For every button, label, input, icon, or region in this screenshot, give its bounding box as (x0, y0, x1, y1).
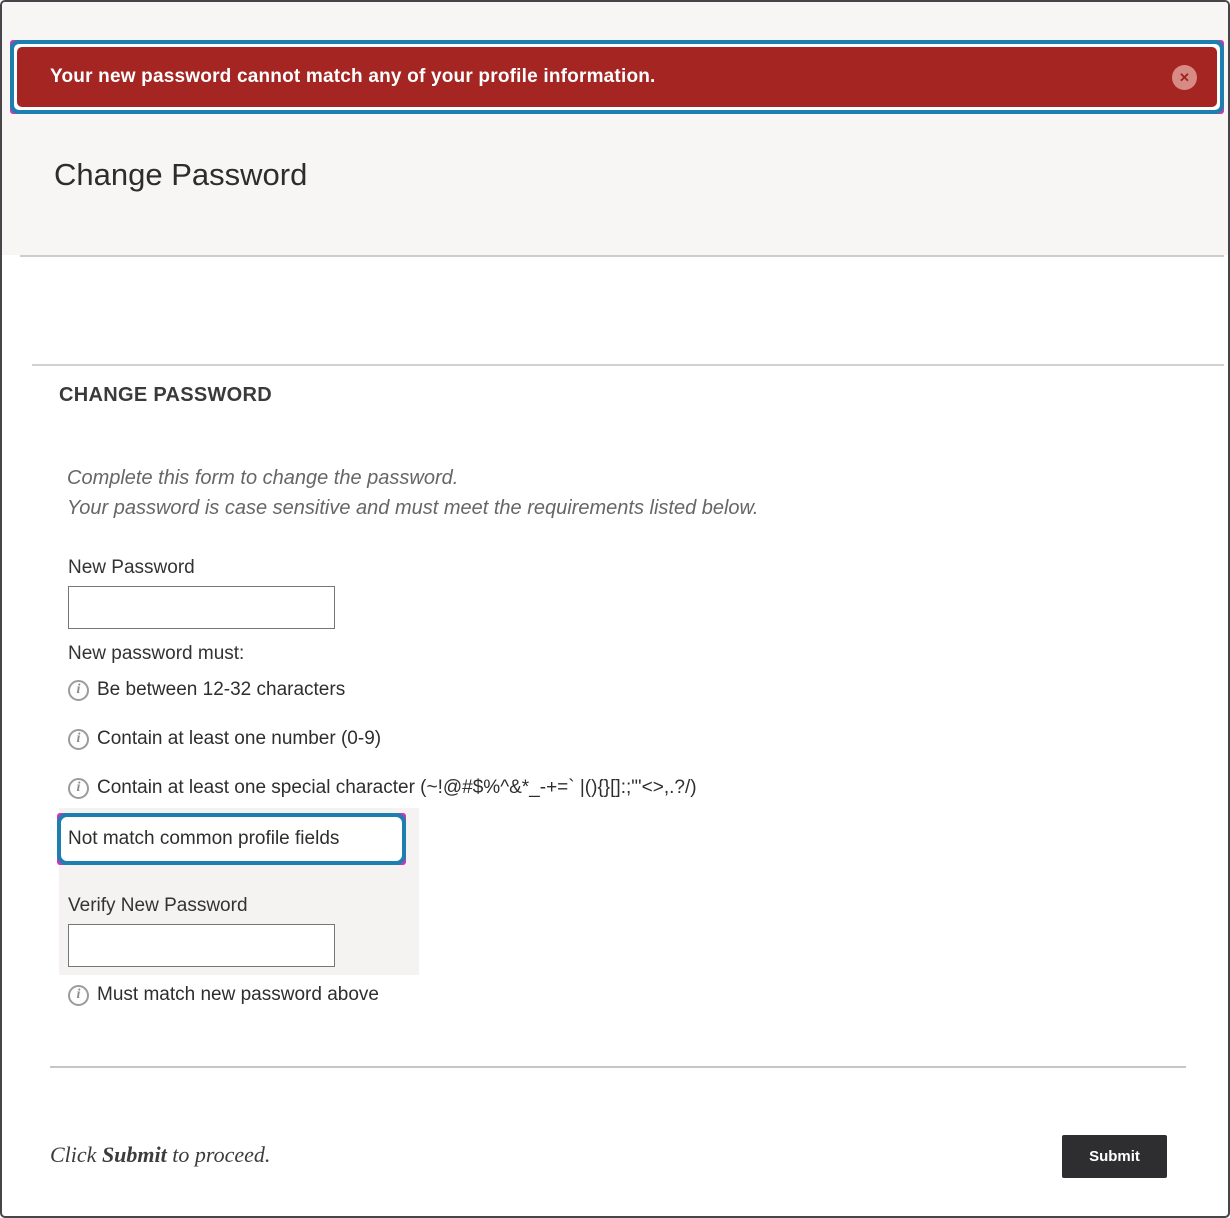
footer-instruction-bold: Submit (101, 1142, 167, 1167)
section-divider (32, 364, 1224, 366)
footer-divider (50, 1066, 1186, 1068)
verify-password-label: Verify New Password (68, 895, 248, 916)
requirement-text: Contain at least one special character (~!@#$%^&*_-+=` |(){}[]:;"'<>,.?/) (97, 777, 697, 798)
header-divider (20, 255, 1224, 257)
footer-instruction-prefix: Click (50, 1142, 102, 1167)
requirement-highlight (57, 813, 406, 865)
new-password-label: New Password (68, 557, 195, 578)
form-instructions (67, 463, 758, 523)
requirement-item (68, 777, 697, 799)
submit-button[interactable]: Submit (1062, 1135, 1167, 1178)
requirement-item (68, 679, 345, 701)
verify-requirement-text: Must match new password above (97, 984, 379, 1005)
verify-requirement-item (68, 984, 379, 1006)
page-title: Change Password (54, 157, 308, 192)
error-banner-highlight (10, 40, 1224, 114)
close-icon[interactable]: ✕ (1172, 65, 1197, 90)
requirement-text: Be between 12-32 characters (97, 679, 346, 700)
error-banner-outline (10, 40, 1224, 114)
requirements-intro: New password must: (68, 643, 245, 664)
requirement-text: Contain at least one number (0-9) (97, 728, 382, 749)
error-banner (17, 47, 1217, 107)
section-title: CHANGE PASSWORD (59, 384, 273, 406)
form-instructions-line2: Your password is case sensitive and must meet the requirements listed below. (67, 497, 759, 519)
form-instructions-line1: Complete this form to change the password. (67, 467, 459, 489)
requirement-item (68, 728, 381, 750)
new-password-input[interactable] (68, 586, 335, 629)
footer-instruction-suffix: to proceed. (166, 1142, 271, 1167)
requirement-text-highlighted: Not match common profile fields (68, 828, 340, 849)
verify-password-input[interactable] (68, 924, 335, 967)
info-icon: i (68, 729, 89, 750)
error-message: Your new password cannot match any of your profile information. (50, 66, 656, 87)
info-icon: i (68, 778, 89, 799)
requirement-highlight-outline (57, 813, 406, 865)
info-icon: i (68, 985, 89, 1006)
info-icon: i (68, 680, 89, 701)
footer-instruction (50, 1142, 270, 1168)
